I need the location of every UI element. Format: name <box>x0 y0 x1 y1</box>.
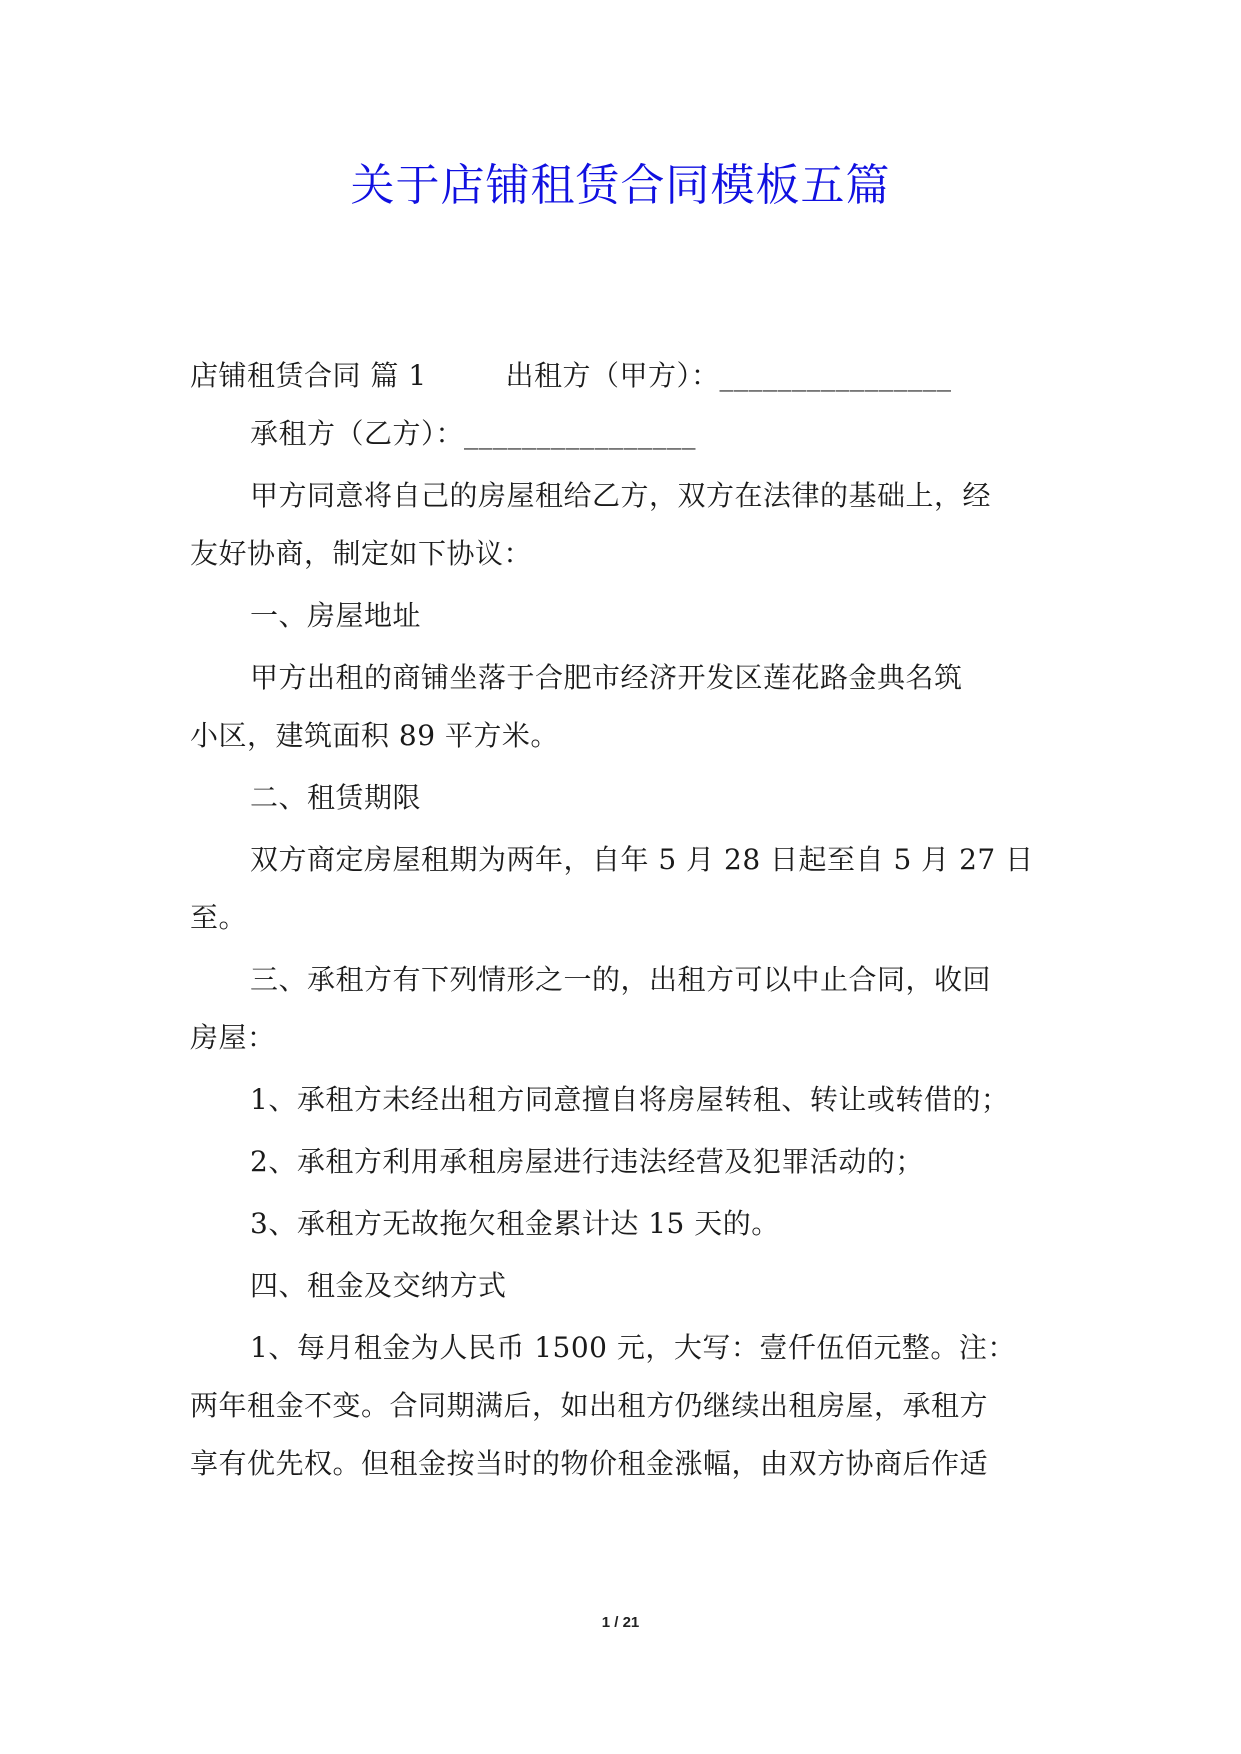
document-title: 关于店铺租赁合同模板五篇 <box>350 160 891 211</box>
section-3-item-2: 2、承租方利用承租房屋进行违法经营及犯罪活动的； <box>250 1145 924 1178</box>
lessee-label: 承租方（乙方）：________________ <box>250 417 697 450</box>
header-line <box>190 356 951 396</box>
intro-paragraph-line-1: 甲方同意将自己的房屋租给乙方，双方在法律的基础上，经 <box>250 479 992 512</box>
section-4-item-1-line-3: 享有优先权。但租金按当时的物价租金涨幅，由双方协商后作适 <box>190 1447 989 1480</box>
contract-part: 篇 1 <box>370 359 427 392</box>
section-3-heading-line-2: 房屋： <box>190 1021 276 1054</box>
section-1-text-line-2: 小区，建筑面积 89 平方米。 <box>190 719 559 752</box>
section-1-text-line-1: 甲方出租的商铺坐落于合肥市经济开发区莲花路金典名筑 <box>250 661 963 694</box>
lessor-label: 出租方（甲方）：________________ <box>505 359 952 392</box>
section-2-heading: 二、租赁期限 <box>250 781 422 814</box>
contract-heading: 店铺租赁合同 <box>190 359 362 392</box>
section-4-heading: 四、租金及交纳方式 <box>250 1269 507 1302</box>
section-3-item-1: 1、承租方未经出租方同意擅自将房屋转租、转让或转借的； <box>250 1083 1010 1116</box>
section-1-heading: 一、房屋地址 <box>250 599 422 632</box>
section-3-heading-line-1: 三、承租方有下列情形之一的，出租方可以中止合同，收回 <box>250 963 992 996</box>
section-3-item-3: 3、承租方无故拖欠租金累计达 15 天的。 <box>250 1207 780 1240</box>
section-2-text-line-2: 至。 <box>190 901 248 934</box>
section-2-text-line-1: 双方商定房屋租期为两年，自年 5 月 28 日起至自 5 月 27 日 <box>250 843 1034 876</box>
intro-paragraph-line-2: 友好协商，制定如下协议： <box>190 537 533 570</box>
section-4-item-1-line-1: 1、每月租金为人民币 1500 元，大写：壹仟伍佰元整。注： <box>250 1331 1016 1364</box>
page-number: 1 / 21 <box>601 1614 640 1631</box>
section-4-item-1-line-2: 两年租金不变。合同期满后，如出租方仍继续出租房屋，承租方 <box>190 1389 989 1422</box>
